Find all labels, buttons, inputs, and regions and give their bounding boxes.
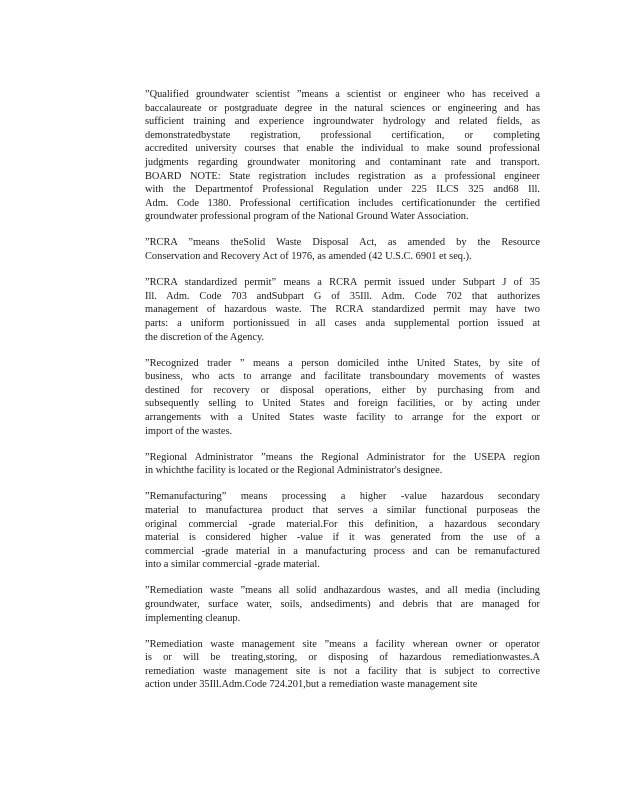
definition-line: Ill. Adm. Code 703 andSubpart G of 35Ill. Adm. Code 702 that authorizes [145,290,540,302]
definition-line: groundwater professional program of the National Ground Water Association. [145,211,469,223]
definition-paragraph [145,276,540,344]
definition-line: original commercial -grade material.For this definition, a hazardous secondary [145,518,540,530]
definition-line: groundwater, surface water, soils, andsediments) and debris that are managed for [145,599,540,610]
definition-line: in whichthe facility is located or the Regional Administrator's designee. [145,465,443,477]
definition-paragraph [145,88,540,224]
definition-line: judgments regarding groundwater monitoring and contaminant rate and transport. [145,156,540,168]
definition-line: sufficient training and experience ingroundwater hydrology and related fields, as [145,116,540,128]
definition-line: Conservation and Recovery Act of 1976, as amended (42 U.S.C. 6901 et seq.). [145,251,472,263]
definition-line: with the Departmentof Professional Regulation under 225 ILCS 325 and68 Ill. [145,184,540,196]
definition-line: remediation waste management site is not a facility that is subject to corrective [145,665,540,677]
definition-line: ”Remediation waste ”means all solid andhazardous wastes, and all media (including [145,585,540,597]
definition-line: material is considered higher -value if it was generated from the use of a [145,532,540,544]
definition-line: import of the wastes. [145,425,233,437]
definition-line: implementing cleanup. [145,612,241,624]
definition-paragraph [145,490,540,572]
definition-line: ”Regional Administrator ”means the Regional Administrator for the USEPA region [145,451,540,463]
definition-line: parts: a uniform portionissued in all cases anda supplemental portion issued at [145,317,540,329]
definition-line: commercial -grade material in a manufacturing process and can be remanufactured [145,545,540,557]
definition-line: accredited university courses that enable the individual to make sound professional [145,143,540,155]
definition-line: ”Remanufacturing” means processing a higher -value hazardous secondary [145,491,540,503]
definition-line: ”Remediation waste management site ”means a facility wherean owner or operator [145,638,540,650]
definition-line: is or will be treating,storing, or disposing of hazardous remediationwastes.A [145,652,540,664]
definition-line: action under 35Ill.Adm.Code 724.201,but a remediation waste management site [145,679,478,691]
definition-line: ”Recognized trader ” means a person domiciled inthe United States, by site of [145,357,540,369]
definition-line: baccalaureate or postgraduate degree in the natural sciences or engineering and has [145,102,540,114]
definition-line: ”RCRA standardized permit” means a RCRA permit issued under Subpart J of 35 [145,277,540,289]
definition-line: ”RCRA ”means theSolid Waste Disposal Act, as amended by the Resource [145,237,540,249]
definitions-text [145,88,540,705]
definition-line: business, who acts to arrange and facilitate transboundary movements of wastes [145,371,540,383]
definition-line: destined for recovery or disposal operations, either by purchasing from and [145,384,540,396]
definition-line: into a similar commercial -grade material. [145,559,320,571]
definition-paragraph [145,584,540,625]
definition-line: the discretion of the Agency. [145,331,265,343]
definition-line: BOARD NOTE: State registration includes registration as a professional engineer [145,170,540,182]
definition-line: material to manufacturea product that serves a similar functional purposeas the [145,504,540,516]
definition-line: ”Qualified groundwater scientist ”means a scientist or engineer who has received a [145,89,540,100]
definition-paragraph [145,638,540,692]
definition-paragraph [145,236,540,263]
definition-line: Adm. Code 1380. Professional certification includes certificationunder the certified [145,197,540,209]
definition-paragraph [145,357,540,439]
definition-line: arrangements with a United States waste facility to arrange for the export or [145,411,540,423]
definition-line: management of hazardous waste. The RCRA standardized permit may have two [145,304,540,316]
definition-paragraph [145,451,540,478]
definition-line: demonstratedbystate registration, professional certification, or completing [145,129,540,141]
definition-line: subsequently selling to United States and foreign facilities, or by acting under [145,398,540,410]
